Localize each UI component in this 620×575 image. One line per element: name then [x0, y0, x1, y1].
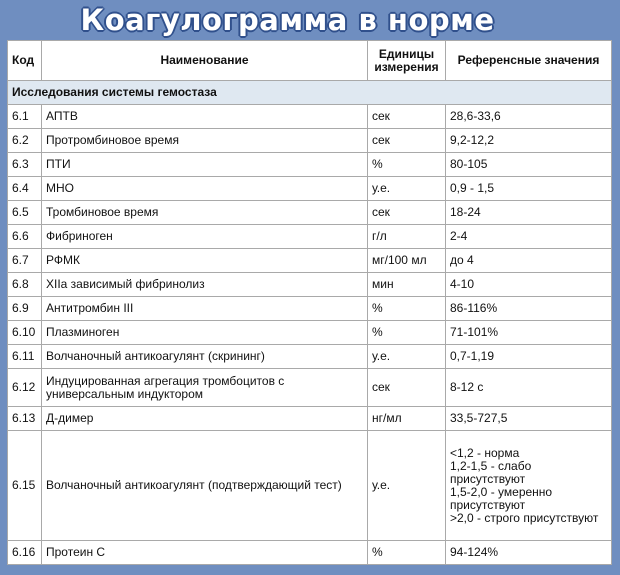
- table-header-row: [8, 41, 612, 81]
- cell-units: %: [368, 297, 446, 321]
- cell-code: 6.4: [8, 177, 42, 201]
- cell-name: РФМК: [42, 249, 368, 273]
- cell-ref: 28,6-33,6: [446, 105, 612, 129]
- ref-line: >2,0 - строго присутствуют: [450, 510, 599, 525]
- cell-ref: 86-116%: [446, 297, 612, 321]
- table-row: [8, 431, 612, 541]
- table-row: [8, 407, 612, 431]
- cell-units: %: [368, 541, 446, 565]
- table-row: [8, 225, 612, 249]
- cell-name: Протромбиновое время: [42, 129, 368, 153]
- cell-ref: 2-4: [446, 225, 612, 249]
- cell-code: 6.6: [8, 225, 42, 249]
- cell-code: 6.8: [8, 273, 42, 297]
- cell-code: 6.7: [8, 249, 42, 273]
- cell-units: %: [368, 321, 446, 345]
- cell-ref: 0,9 - 1,5: [446, 177, 612, 201]
- cell-name: Фибриноген: [42, 225, 368, 249]
- table-row: [8, 541, 612, 565]
- cell-ref: 8-12 с: [446, 369, 612, 407]
- cell-name: ПТИ: [42, 153, 368, 177]
- section-row: [8, 81, 612, 105]
- table-row: [8, 129, 612, 153]
- ref-line: 1,5-2,0 - умеренно присутствуют: [450, 484, 553, 512]
- cell-ref: 9,2-12,2: [446, 129, 612, 153]
- cell-name: МНО: [42, 177, 368, 201]
- cell-code: 6.9: [8, 297, 42, 321]
- cell-code: 6.1: [8, 105, 42, 129]
- table-row: [8, 297, 612, 321]
- cell-units: у.е.: [368, 345, 446, 369]
- cell-units: сек: [368, 105, 446, 129]
- cell-ref: 80-105: [446, 153, 612, 177]
- cell-ref: 0,7-1,19: [446, 345, 612, 369]
- table-row: [8, 321, 612, 345]
- cell-code: 6.13: [8, 407, 42, 431]
- cell-name: Протеин С: [42, 541, 368, 565]
- table-row: [8, 201, 612, 225]
- cell-name: Волчаночный антикоагулянт (скрининг): [42, 345, 368, 369]
- cell-ref: 4-10: [446, 273, 612, 297]
- cell-units: мг/100 мл: [368, 249, 446, 273]
- cell-units: у.е.: [368, 177, 446, 201]
- cell-name: АПТВ: [42, 105, 368, 129]
- table-row: [8, 105, 612, 129]
- cell-name: Тромбиновое время: [42, 201, 368, 225]
- cell-code: 6.10: [8, 321, 42, 345]
- coagulogram-table: [7, 40, 611, 565]
- cell-name: Плазминоген: [42, 321, 368, 345]
- table-row: [8, 273, 612, 297]
- table-row: [8, 369, 612, 407]
- cell-ref: [446, 431, 612, 541]
- cell-code: 6.5: [8, 201, 42, 225]
- cell-units: сек: [368, 369, 446, 407]
- cell-ref: 33,5-727,5: [446, 407, 612, 431]
- cell-units: нг/мл: [368, 407, 446, 431]
- table-row: [8, 153, 612, 177]
- header-units: Единицы измерения: [368, 41, 446, 81]
- cell-name: Д-димер: [42, 407, 368, 431]
- header-name: Наименование: [42, 41, 368, 81]
- cell-code: 6.3: [8, 153, 42, 177]
- cell-units: г/л: [368, 225, 446, 249]
- cell-ref: до 4: [446, 249, 612, 273]
- cell-name: Волчаночный антикоагулянт (подтверждающий тест): [42, 431, 368, 541]
- header-ref: Референсные значения: [446, 41, 612, 81]
- table-row: [8, 345, 612, 369]
- cell-name: Индуцированная агрегация тромбоцитов с универсальным индуктором: [42, 369, 368, 407]
- page-title: Коагулограмма в норме: [80, 3, 495, 37]
- cell-name: Антитромбин III: [42, 297, 368, 321]
- cell-units: у.е.: [368, 431, 446, 541]
- cell-code: 6.15: [8, 431, 42, 541]
- cell-ref: 94-124%: [446, 541, 612, 565]
- table-row: [8, 177, 612, 201]
- ref-line: 1,2-1,5 - слабо присутствуют: [450, 458, 532, 486]
- cell-code: 6.2: [8, 129, 42, 153]
- cell-units: сек: [368, 129, 446, 153]
- cell-code: 6.16: [8, 541, 42, 565]
- cell-ref: 18-24: [446, 201, 612, 225]
- section-label: Исследования системы гемостаза: [8, 81, 612, 105]
- cell-name: XIIa зависимый фибринолиз: [42, 273, 368, 297]
- cell-code: 6.11: [8, 345, 42, 369]
- header-code: Код: [8, 41, 42, 81]
- cell-units: %: [368, 153, 446, 177]
- cell-ref: 71-101%: [446, 321, 612, 345]
- cell-units: сек: [368, 201, 446, 225]
- ref-line: <1,2 - норма: [450, 445, 520, 460]
- cell-units: мин: [368, 273, 446, 297]
- table-row: [8, 249, 612, 273]
- cell-code: 6.12: [8, 369, 42, 407]
